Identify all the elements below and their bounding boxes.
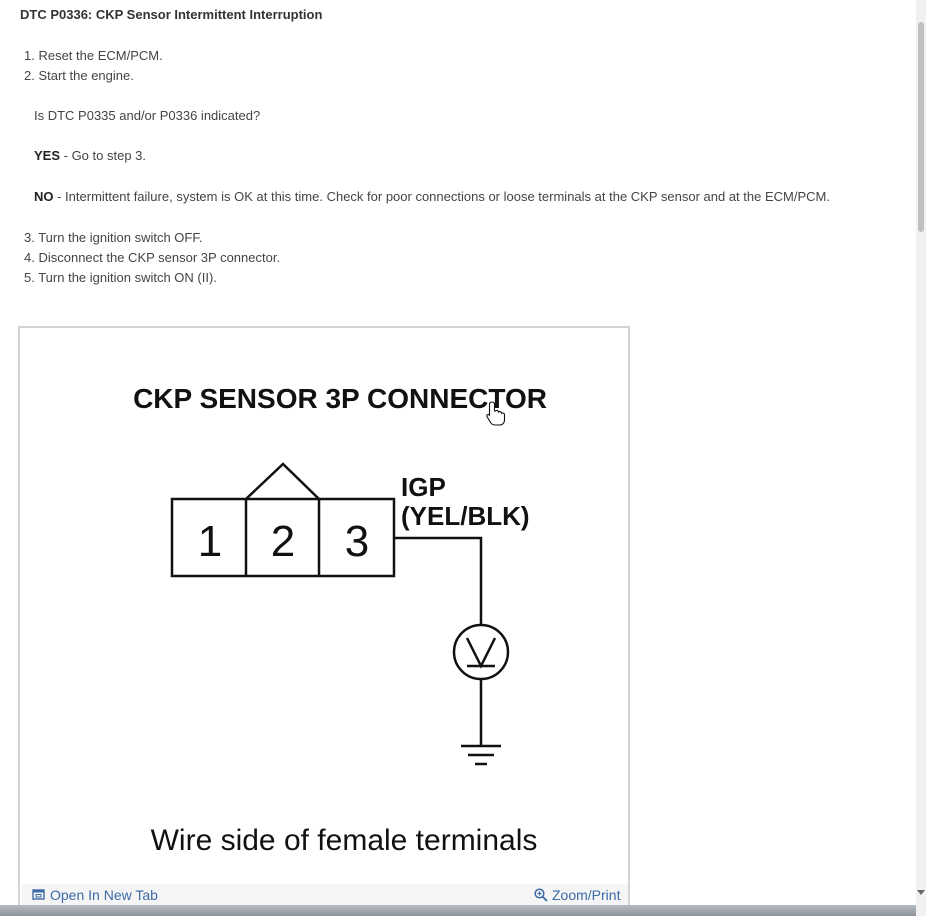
step-4: 4. Disconnect the CKP sensor 3P connector. [24,250,281,265]
open-new-tab-link[interactable] [32,887,158,903]
open-new-tab-label[interactable]: Open In New Tab [50,887,158,903]
no-answer [34,189,830,204]
no-label: NO [34,189,54,204]
test-wiring [394,538,508,764]
terminal-3-label: 3 [344,517,370,566]
figure-heading: CKP SENSOR 3P CONNECTOR [133,383,547,414]
voltmeter-icon [454,625,508,679]
terminal-2-label: 2 [270,517,296,566]
scrollbar-thumb[interactable] [918,22,924,232]
bottom-edge-strip [0,905,916,916]
open-new-tab-icon [32,888,46,902]
probe-wire [394,538,481,626]
no-text: - Intermittent failure, system is OK at this time. Check for poor connections or loose terminals at the CKP sensor and at the ECM/PCM. [53,189,830,204]
scroll-down-arrow-icon[interactable] [917,890,925,895]
step-1: 1. Reset the ECM/PCM. [24,48,163,63]
wire-label-color: (YEL/BLK) [401,501,530,531]
yes-label: YES [34,148,61,163]
step-5: 5. Turn the ignition switch ON (II). [24,270,217,285]
connector-lock-tab [246,464,319,499]
figure-caption: Wire side of female terminals [150,824,538,857]
vertical-scrollbar[interactable] [916,0,926,916]
question-text: Is DTC P0335 and/or P0336 indicated? [34,108,261,123]
step-3: 3. Turn the ignition switch OFF. [24,230,203,245]
zoom-print-link[interactable] [534,887,620,903]
wire-label-igp: IGP [401,472,446,502]
page-title: DTC P0336: CKP Sensor Intermittent Interruption [20,7,323,22]
voltmeter-v-symbol [467,638,495,666]
connector-diagram [20,328,628,884]
terminal-1-label: 1 [197,517,223,566]
zoom-icon [534,888,548,902]
step-2: 2. Start the engine. [24,68,134,83]
zoom-print-label[interactable]: Zoom/Print [552,887,621,903]
yes-text: - Go to step 3. [60,148,147,163]
connector-figure [18,326,630,916]
yes-answer [34,148,146,163]
